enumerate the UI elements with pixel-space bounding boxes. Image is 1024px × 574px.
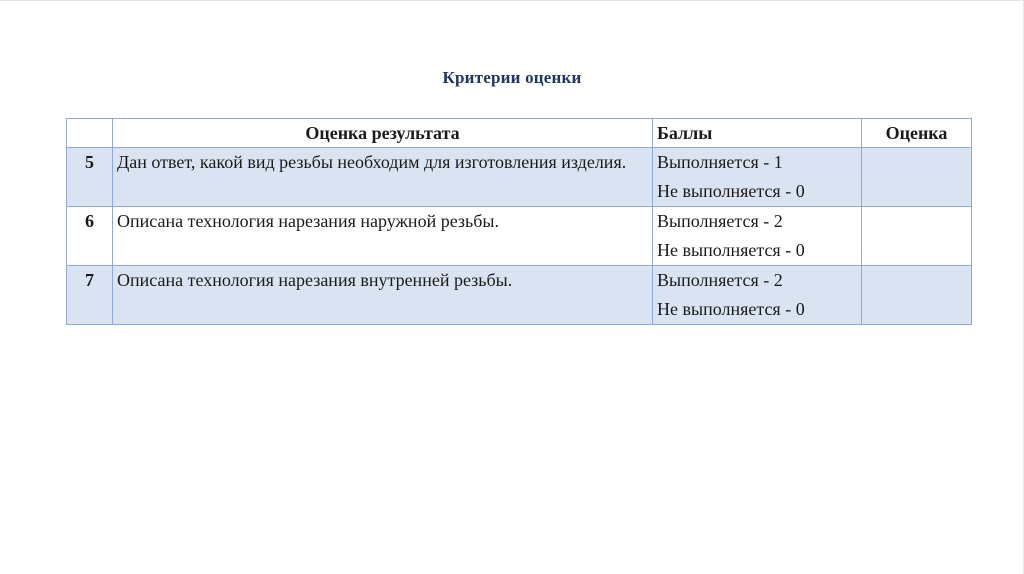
points-not-done: Не выполняется - 0 — [657, 181, 805, 201]
header-number — [67, 119, 113, 148]
table-row — [67, 207, 972, 266]
table-header-row — [67, 119, 972, 148]
points-not-done: Не выполняется - 0 — [657, 240, 805, 260]
points-done: Выполняется - 2 — [657, 270, 783, 290]
header-result: Оценка результата — [113, 119, 653, 148]
header-grade: Оценка — [862, 119, 972, 148]
row-number: 6 — [67, 207, 113, 266]
row-number: 5 — [67, 148, 113, 207]
table-row — [67, 266, 972, 325]
row-grade-cell — [862, 148, 972, 207]
row-description: Описана технология нарезания наружной резьбы. — [113, 207, 653, 266]
slide-top-border — [0, 0, 1024, 1]
slide-title: Критерии оценки — [442, 68, 582, 87]
points-not-done: Не выполняется - 0 — [657, 299, 805, 319]
row-number: 7 — [67, 266, 113, 325]
row-description: Дан ответ, какой вид резьбы необходим для изготовления изделия. — [113, 148, 653, 207]
row-points — [653, 148, 862, 207]
points-done: Выполняется - 1 — [657, 152, 783, 172]
table-row — [67, 148, 972, 207]
header-points: Баллы — [653, 119, 862, 148]
row-description: Описана технология нарезания внутренней резьбы. — [113, 266, 653, 325]
row-grade-cell — [862, 266, 972, 325]
row-grade-cell — [862, 207, 972, 266]
criteria-table — [66, 118, 972, 325]
row-points — [653, 207, 862, 266]
points-done: Выполняется - 2 — [657, 211, 783, 231]
row-points — [653, 266, 862, 325]
